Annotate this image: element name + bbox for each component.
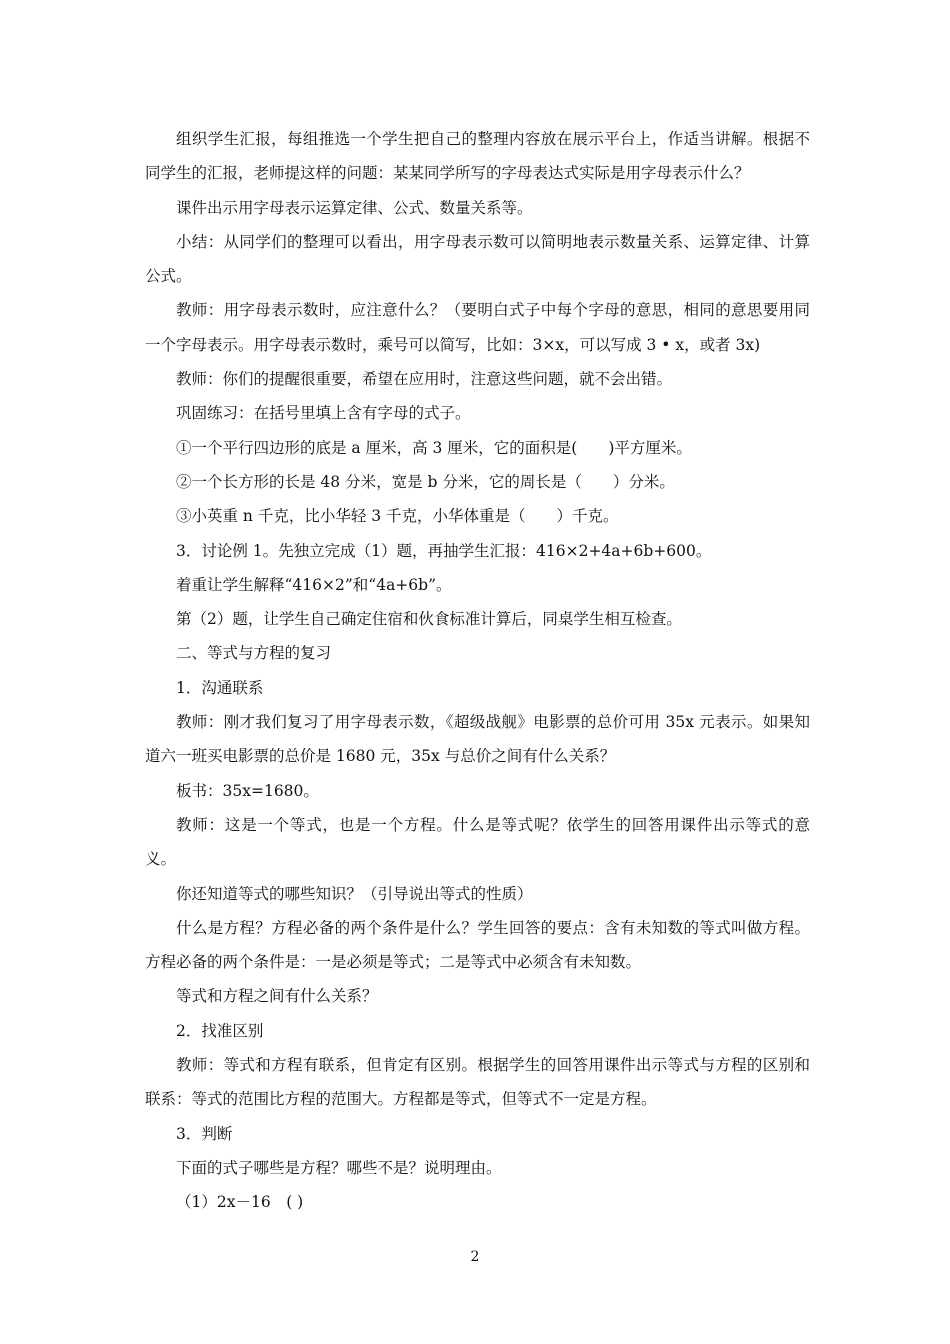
paragraph-example-1: 3．讨论例 1。先独立完成（1）题，再抽学生汇报：416×2+4a+6b+600。 (176, 541, 712, 560)
exercise-item-3: ③小英重 n 千克，比小华轻 3 千克，小华体重是（ ）千克。 (176, 507, 619, 526)
exercise-item-2: ②一个长方形的长是 48 分米，宽是 b 分米，它的周长是（ ）分米。 (176, 472, 675, 491)
page-number: 2 (470, 1249, 480, 1265)
paragraph-courseware: 课件出示用字母表示运算定律、公式、数量关系等。 (176, 198, 533, 217)
subheading-judgment: 3．判断 (176, 1124, 233, 1143)
paragraph-question-2: 第（2）题，让学生自己确定住宿和伙食标准计算后，同桌学生相互检查。 (176, 610, 682, 629)
exercise-item-1: ①一个平行四边形的底是 a 厘米，高 3 厘米，它的面积是( )平方厘米。 (176, 438, 692, 457)
paragraph-movie-ticket: 教师：刚才我们复习了用字母表示数，《超级战舰》电影票的总价可用 35x 元表示。如果知道六一班买电影票的总价是 1680 元，35x 与总价之间有什么关系？ (145, 713, 810, 766)
paragraph-equation-definition: 教师：这是一个等式，也是一个方程。什么是等式呢？依学生的回答用课件出示等式的意义。 (145, 815, 810, 869)
paragraph-summary: 小结：从同学们的整理可以看出，用字母表示数可以简明地表示数量关系、运算定律、计算公式。 (145, 232, 810, 286)
document-body (145, 122, 810, 1220)
paragraph-practice-title: 巩固练习：在括号里填上含有字母的式子。 (176, 404, 471, 423)
paragraph-differences: 教师：等式和方程有联系，但肯定有区别。根据学生的回答用课件出示等式与方程的区别和联系：等式的范围比方程的范围大。方程都是等式，但等式不一定是方程。 (145, 1056, 810, 1109)
subheading-differences: 2．找准区别 (176, 1021, 264, 1040)
paragraph-report: 组织学生汇报，每组推选一个学生把自己的整理内容放在展示平台上，作适当讲解。根据不同学生的汇报，老师提这样的问题：某某同学所写的字母表达式实际是用字母表示什么？ (145, 130, 810, 183)
paragraph-equality-properties: 你还知道等式的哪些知识？（引导说出等式的性质） (176, 884, 533, 903)
paragraph-blackboard: 板书：35x=1680。 (176, 781, 319, 800)
subheading-connection: 1．沟通联系 (176, 678, 264, 697)
paragraph-reminder: 教师：你们的提醒很重要，希望在应用时，注意这些问题，就不会出错。 (176, 370, 673, 389)
paragraph-equation-conditions: 什么是方程？方程必备的两个条件是什么？学生回答的要点：含有未知数的等式叫做方程。方程必备的两个条件是：一是必须是等式；二是等式中必须含有未知数。 (145, 918, 810, 972)
judgment-item-1: （1）2x－16 ( ) (176, 1193, 304, 1212)
paragraph-relationship-question: 等式和方程之间有什么关系？ (176, 987, 378, 1006)
paragraph-attention: 教师：用字母表示数时，应注意什么？（要明白式子中每个字母的意思，相同的意思要用同一个字母表示。用字母表示数时，乘号可以简写，比如：3×x，可以写成 3 • x，或者 3x) (145, 301, 810, 354)
paragraph-explain: 着重让学生解释“416×2”和“4a+6b”。 (176, 575, 452, 594)
paragraph-judgment-instructions: 下面的式子哪些是方程？哪些不是？说明理由。 (176, 1158, 502, 1177)
section-heading-equations: 二、等式与方程的复习 (176, 644, 332, 663)
